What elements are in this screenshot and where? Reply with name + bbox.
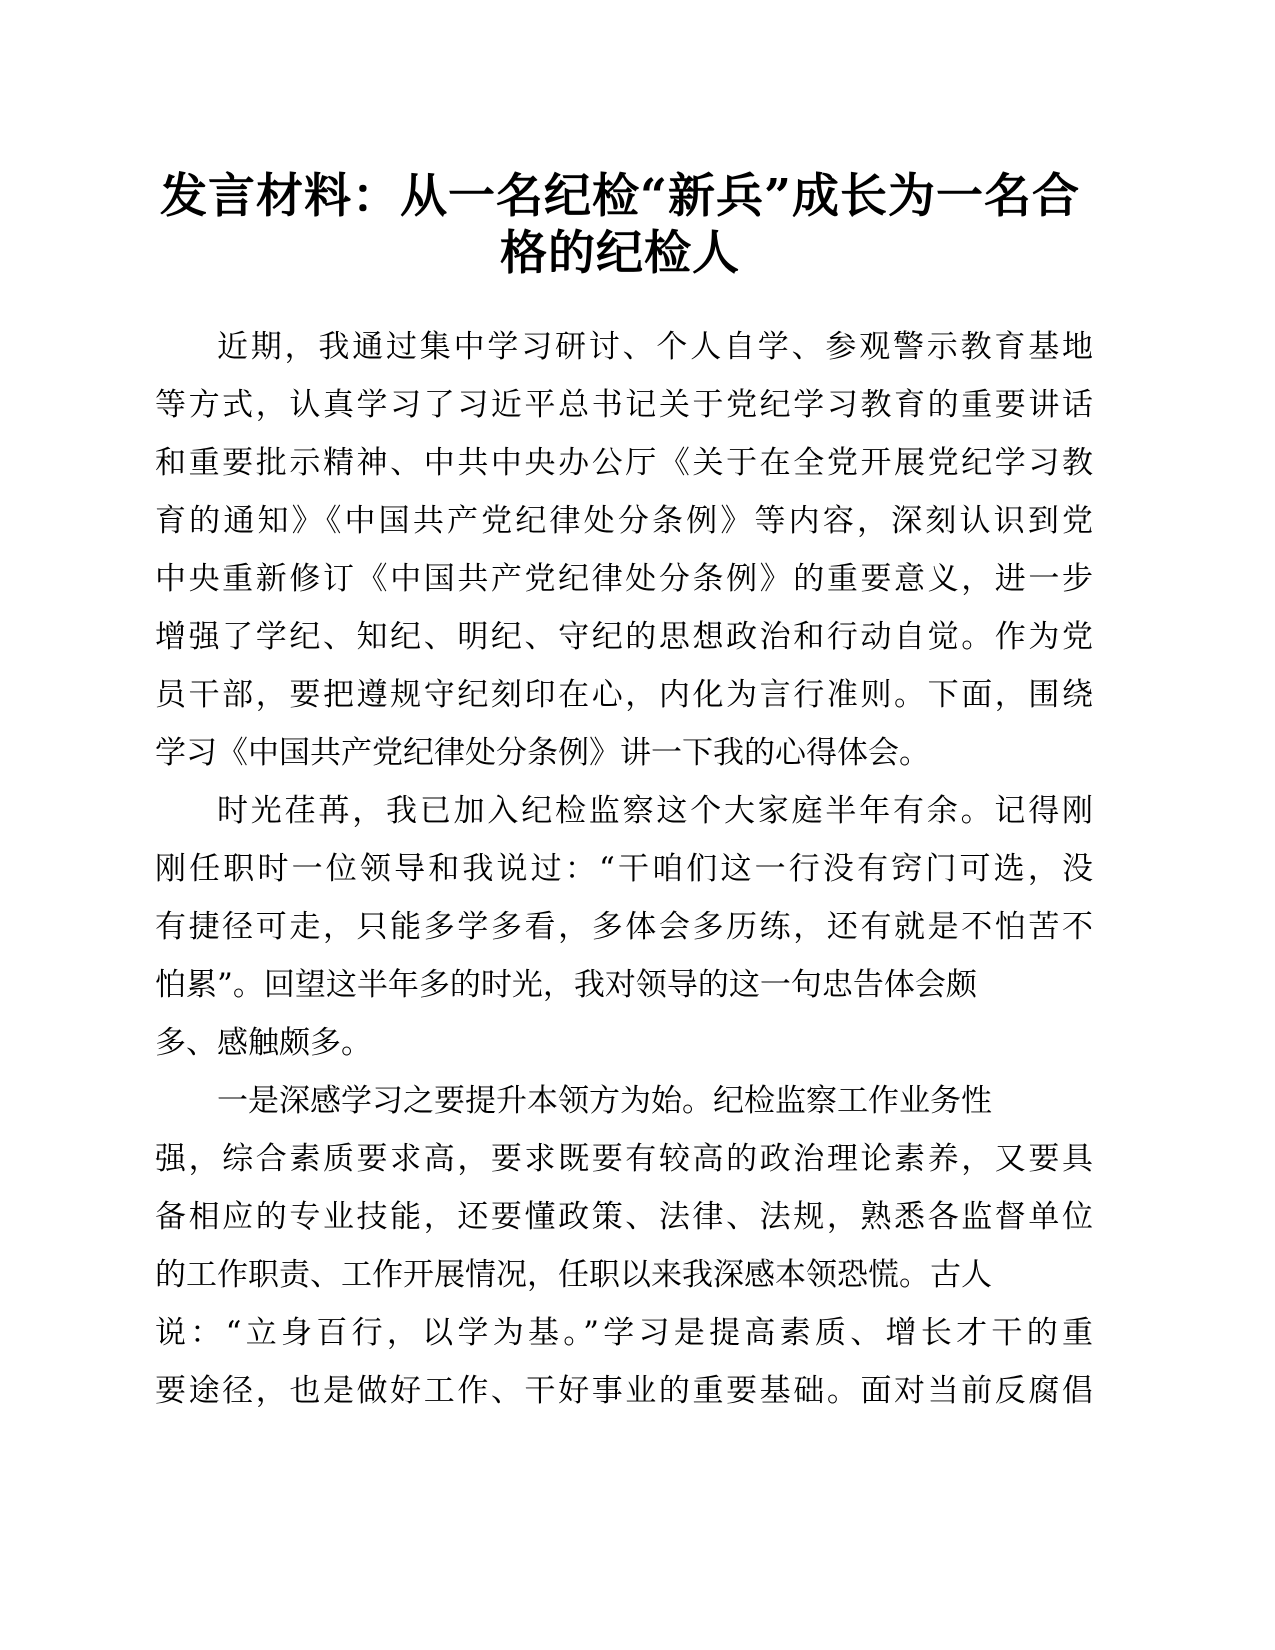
text-line: 怕累”。回望这半年多的时光，我对领导的这一句忠告体会颇	[155, 967, 977, 1003]
text-line: 说：“立身百行，以学为基。”学习是提高素质、增长才干的重	[155, 1315, 1093, 1351]
text-line: 有捷径可走，只能多学多看，多体会多历练，还有就是不怕苦不	[155, 909, 1093, 945]
text-line: 多、感触颇多。	[155, 1025, 372, 1061]
text-line: 的工作职责、工作开展情况，任职以来我深感本领恐慌。古人	[155, 1257, 992, 1293]
text-line: 刚任职时一位领导和我说过：“干咱们这一行没有窍门可选，没	[155, 851, 1093, 887]
text-line: 员干部，要把遵规守纪刻印在心，内化为言行准则。下面，围绕	[155, 677, 1093, 713]
text-line: 增强了学纪、知纪、明纪、守纪的思想政治和行动自觉。作为党	[155, 619, 1093, 655]
paragraph-reflection	[155, 782, 1095, 1072]
text-line: 要途径，也是做好工作、干好事业的重要基础。面对当前反腐倡	[155, 1373, 1093, 1409]
text-line: 一是深感学习之要提升本领方为始。纪检监察工作业务性	[217, 1083, 992, 1119]
title-line: 发言材料：从一名纪检“新兵”成长为一名合	[159, 169, 1081, 224]
paragraph-intro	[155, 318, 1095, 782]
text-line: 备相应的专业技能，还要懂政策、法律、法规，熟悉各监督单位	[155, 1199, 1093, 1235]
text-line: 近期，我通过集中学习研讨、个人自学、参观警示教育基地	[217, 329, 1093, 365]
text-line: 等方式，认真学习了习近平总书记关于党纪学习教育的重要讲话	[155, 387, 1093, 423]
paragraph-point-one	[155, 1072, 1095, 1420]
document-body	[155, 318, 1095, 1420]
text-line: 和重要批示精神、中共中央办公厅《关于在全党开展党纪学习教	[155, 445, 1093, 481]
text-line: 强，综合素质要求高，要求既要有较高的政治理论素养，又要具	[155, 1141, 1093, 1177]
text-line: 学习《中国共产党纪律处分条例》讲一下我的心得体会。	[155, 735, 930, 771]
document-title	[150, 168, 1090, 282]
text-line: 中央重新修订《中国共产党纪律处分条例》的重要意义，进一步	[155, 561, 1093, 597]
text-line: 时光荏苒，我已加入纪检监察这个大家庭半年有余。记得刚	[217, 793, 1093, 829]
text-line: 育的通知》《中国共产党纪律处分条例》等内容，深刻认识到党	[155, 503, 1093, 539]
title-line: 格的纪检人	[500, 226, 740, 281]
